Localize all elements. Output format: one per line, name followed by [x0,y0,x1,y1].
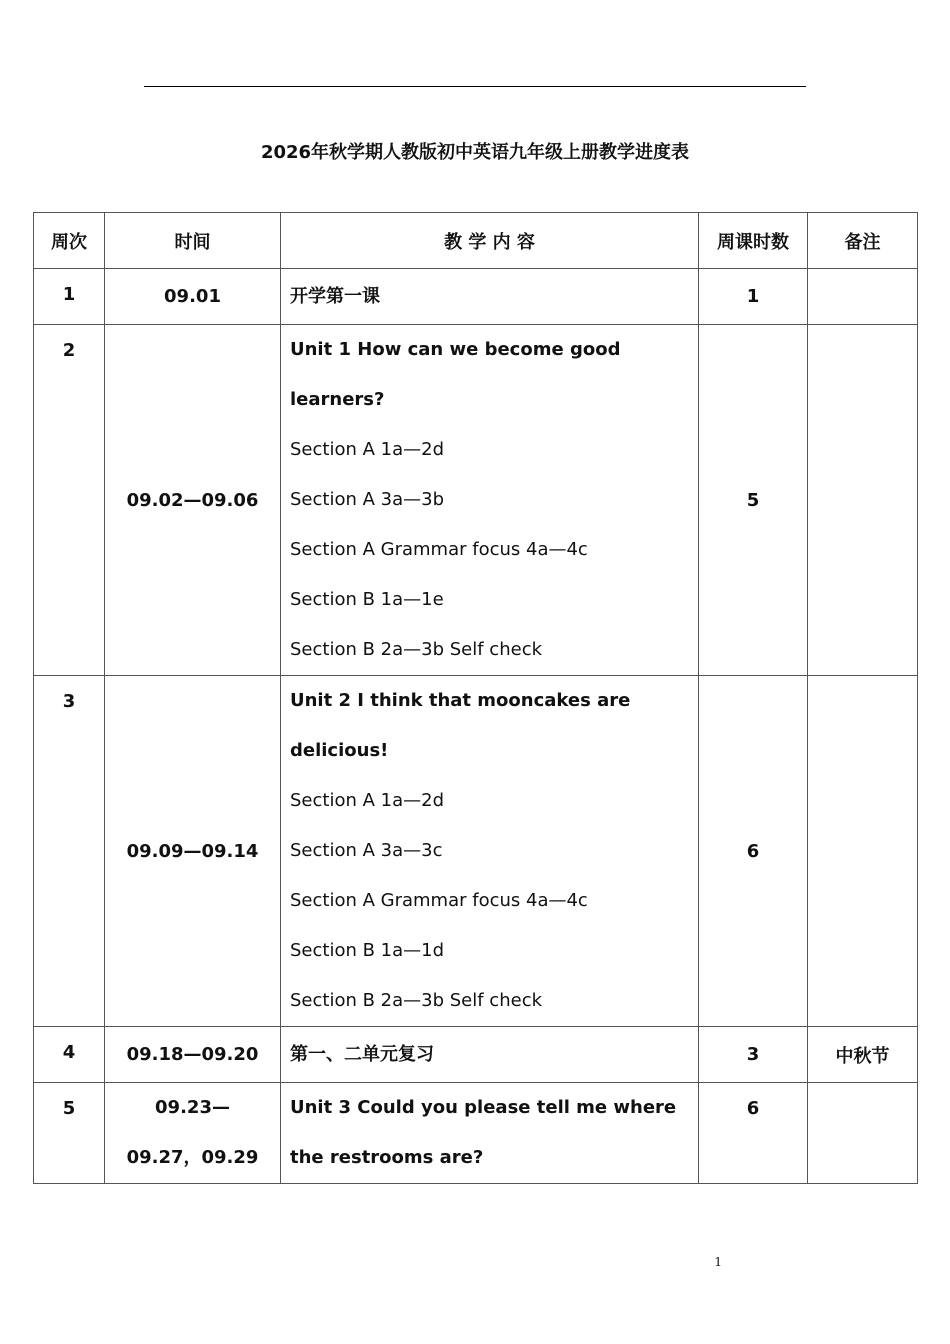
content-line: Section A 1a—2d [290,439,444,460]
week-cell: 1 [34,269,105,325]
week-cell: 4 [34,1027,105,1083]
unit-title-line: Unit 1 How can we become good [290,339,621,360]
table-row [34,269,918,325]
unit-title-line: Unit 2 I think that mooncakes are [290,690,631,711]
content-cell [281,676,699,1027]
table-header-row [34,213,918,269]
unit-title-line: the restrooms are? [290,1147,484,1168]
header-content: 教 学 内 容 [281,213,699,269]
hours-cell: 6 [699,676,808,1027]
unit-title-line: delicious! [290,740,389,761]
content-cell [281,269,699,325]
notes-cell [808,269,918,325]
unit-title-line: learners? [290,389,385,410]
table-row [34,325,918,676]
date-cell: 09.01 [105,269,281,325]
table-row [34,676,918,1027]
hours-cell: 3 [699,1027,808,1083]
week-cell: 3 [34,676,105,1027]
date-line: 09.27，09.29 [126,1147,259,1168]
hours-cell: 6 [699,1083,808,1184]
notes-cell [808,325,918,676]
notes-cell: 中秋节 [808,1027,918,1083]
page-number: 1 [714,1255,722,1269]
content-line: Section A Grammar focus 4a—4c [290,539,588,560]
table-row [34,1027,918,1083]
unit-title-line: Unit 3 Could you please tell me where [290,1097,677,1118]
table-row [34,1083,918,1184]
content-line: Section A Grammar focus 4a—4c [290,890,588,911]
hours-cell: 5 [699,325,808,676]
header-notes: 备注 [808,213,918,269]
content-line: Section A 3a—3c [290,840,443,861]
content-cell [281,1027,699,1083]
content-line: Section B 1a—1d [290,940,445,961]
date-cell: 09.18—09.20 [105,1027,281,1083]
header-hours: 周课时数 [699,213,808,269]
document-title: 2026年秋学期人教版初中英语九年级上册教学进度表 [260,142,690,163]
content-line: Section A 1a—2d [290,790,444,811]
date-cell: 09.02—09.06 [105,325,281,676]
header-time: 时间 [105,213,281,269]
date-cell [105,1083,281,1184]
schedule-table [33,212,918,1184]
header-rule [144,86,806,87]
content-line: Section B 2a—3b Self check [290,639,543,660]
content-line: 第一、二单元复习 [290,1044,434,1065]
content-line: Section B 1a—1e [290,589,444,610]
content-line: Section A 3a—3b [290,489,444,510]
hours-cell: 1 [699,269,808,325]
date-line: 09.23— [155,1097,230,1118]
notes-cell [808,1083,918,1184]
header-week: 周次 [34,213,105,269]
week-cell: 5 [34,1083,105,1184]
notes-cell [808,676,918,1027]
week-cell: 2 [34,325,105,676]
content-cell [281,1083,699,1184]
content-line: 开学第一课 [290,286,380,307]
content-line: Section B 2a—3b Self check [290,990,543,1011]
content-cell [281,325,699,676]
date-cell: 09.09—09.14 [105,676,281,1027]
